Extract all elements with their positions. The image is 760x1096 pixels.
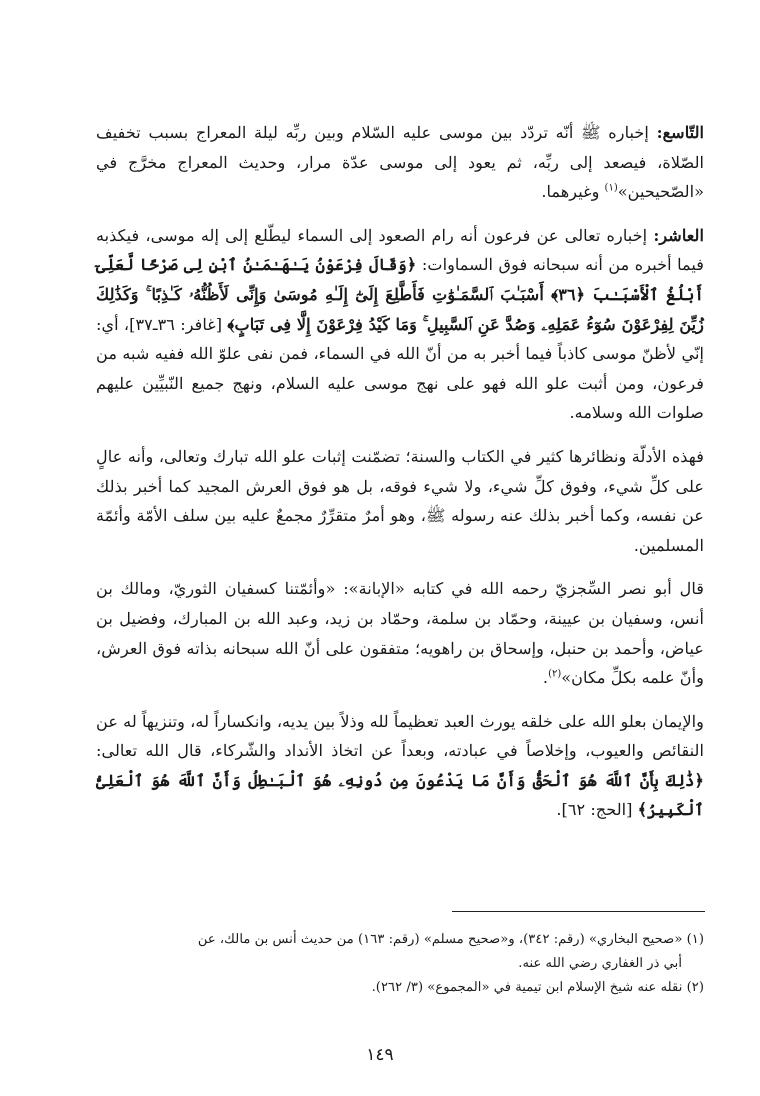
footnote-text-cont: أبي ذر الغفاري رضي الله عنه. [518,956,682,971]
page-body [96,118,704,839]
paragraph-tail: . [542,668,549,688]
footnote-number: (١) [686,932,704,947]
paragraph-tail: وغيرهما. [541,182,605,202]
paragraph-text: إخباره ﷺ أنّه تردّد بين موسى عليه السّلام وبين ربِّه ليلة المعراج بسبب تخفيف الصّلاة، فيصعد إلى ربِّه، ثم يعود إلى موسى عدّة مرار، وحديث المعراج مخرَّج في «الصّحيحين» [96,123,704,202]
quran-verse: ﴿ذَٰلِكَ بِأَنَّ ٱللَّهَ هُوَ ٱلْحَقُّ وَأَنَّ مَا يَدْعُونَ مِن دُونِهِۦ هُوَ ٱلْبَـٰطِلُ وَأَنَّ ٱللَّهَ هُوَ ٱلْعَلِىُّ ٱلْكَبِيرُ﴾ [96,770,704,820]
footnote-2 [96,976,704,1000]
paragraph-after: [الحج: ٦٢]. [556,800,638,820]
paragraph-text: فهذه الأدلّة ونظائرها كثير في الكتاب والسنة؛ تضمّنت إثبات علو الله تبارك وتعالى، وأنه عالٍ على كلِّ شيء، وفوق كلِّ شيء، ولا شيء فوقه، بل هو فوق العرش المجيد كما أخبر بذلك عن نفسه، وكما أخبر بذلك عنه رسوله ﷺ، وهو أمرٌ متقرِّرٌ مجمعٌ عليه بين سلف الأمّة وأئمّة المسلمين. [96,446,704,555]
footnote-number: (٢) [686,980,704,995]
footnote-divider [452,911,705,912]
paragraph-sijzi-quote [96,574,704,692]
footnote-1 [96,928,704,976]
paragraph-text: إخباره تعالى عن فرعون أنه رام الصعود إلى السماء ليطّلع إلى إله موسى، فيكذبه فيما أخبره من أنه سبحانه فوق السماوات: [96,225,704,275]
paragraph-faith [96,707,704,825]
footnote-ref[interactable]: (١) [604,182,618,194]
footnotes [96,928,704,1000]
paragraph-text: والإيمان بعلو الله على خلقه يورث العبد تعظيماً لله وذلاً بين يديه، وانكساراً له، وتنزيهاً له عن النقائص والعيوب، وإخلاصاً في عبادته، وبعداً عن اتخاذ الأنداد والشّركاء، قال الله تعالى: [96,711,704,761]
footnote-text: «صحيح البخاري» (رقم: ٣٤٢)، و«صحيح مسلم» (رقم: ١٦٣) من حديث أنس بن مالك، عن [197,932,683,947]
footnote-text: نقله عنه شيخ الإسلام ابن تيمية في «المجموع» (٣/ ٢٦٢). [371,980,683,995]
paragraph-after: [غافر: ٣٦ـ٣٧]، أي: إنّي لأظنّ موسى كاذباً فيما أخبر به من أنّ الله في السماء، فمن نفى علوّ الله ففيه شبه من فرعون، ومن أثبت علو الله فهو على نهج موسى عليه السلام، ونهج جميع النّبيِّين عليهم صلوات الله وسلامه. [96,314,704,423]
footnote-ref[interactable]: (٢) [548,668,562,680]
quran-verse: ﴿وَقَالَ فِرْعَوْنُ يَـٰهَـٰمَـٰنُ ٱبْنِ لِى صَرْحًا لَّعَلِّىٓ أَبْلُغُ ٱلْأَسْبَـٰبَ ﴿٣٦﴾ أَسْبَـٰبَ ٱلسَّمَـٰوَٰتِ فَأَطَّلِعَ إِلَىٰٓ إِلَـٰهِ مُوسَىٰ وَإِنِّى لَأَظُنُّهُۥ كَـٰذِبًا ۚ وَكَذَٰلِكَ زُيِّنَ لِفِرْعَوْنَ سُوٓءُ عَمَلِهِۦ وَصُدَّ عَنِ ٱلسَّبِيلِ ۚ وَمَا كَيْدُ فِرْعَوْنَ إِلَّا فِى تَبَابٍ﴾ [96,255,704,334]
paragraph-ninth [96,118,704,207]
paragraph-lead: التّاسع: [656,123,704,142]
page-number: ١٤٩ [366,1045,394,1065]
paragraph-evidence [96,442,704,560]
paragraph-lead: العاشر: [653,225,704,245]
paragraph-text: قال أبو نصر السِّجزيّ رحمه الله في كتابه «الإبانة»: «وأئمّتنا كسفيان الثوريّ، ومالك بن أنس، وسفيان بن عيينة، وحمّاد بن سلمة، وحمّاد بن زيد، وعبد الله بن المبارك، وفضيل بن عياض، وأحمد بن حنبل، وإسحاق بن راهويه؛ متفقون على أنّ الله سبحانه بذاته فوق العرش، وأنّ علمه بكلِّ مكان» [96,579,704,688]
paragraph-tenth [96,221,704,428]
